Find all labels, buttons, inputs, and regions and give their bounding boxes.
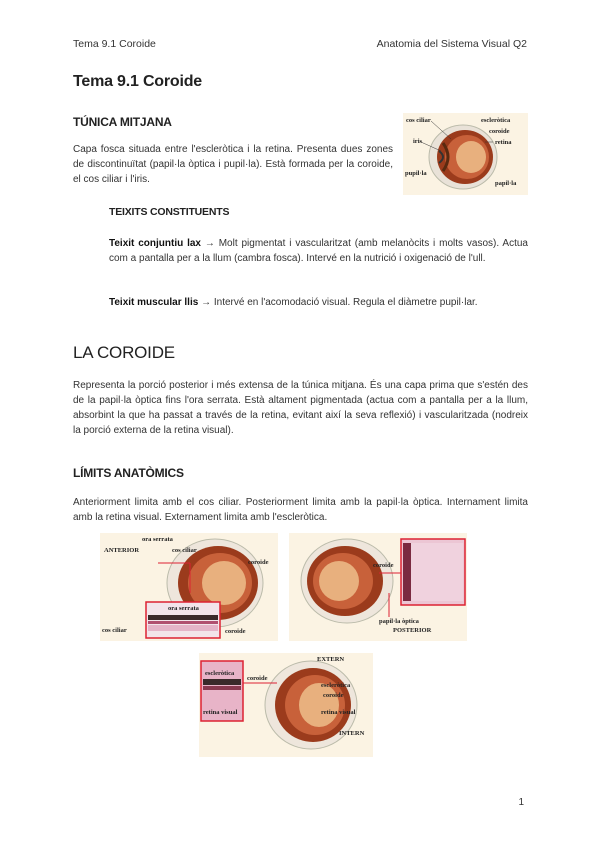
fig3-retina-visual-2: retina visual — [203, 709, 238, 716]
teixit-muscular — [109, 295, 528, 310]
limits-text: Anteriorment limita amb el cos ciliar. Posteriorment limita amb la papil·la òptica. Internament limita amb la retina visual. Externament limita amb l'escleròtica. — [73, 497, 528, 523]
figure-anterior — [100, 533, 278, 641]
teixit-muscular-text: → Intervé en l'acomodació visual. Regula el diàmetre pupil·lar. — [198, 297, 478, 308]
label-pupilla: pupil·la — [405, 170, 427, 177]
fig1-ora-serrata-2: ora serrata — [168, 605, 199, 612]
fig1-coroide: coroide — [248, 559, 269, 566]
fig3-retina-visual: retina visual — [321, 709, 356, 716]
fig2-papilla-optica: papil·la òptica — [379, 618, 419, 625]
fig1-cos-ciliar: cos ciliar — [172, 547, 197, 554]
tunica-heading: TÚNICA MITJANA — [73, 115, 172, 129]
label-cos-ciliar: cos ciliar — [406, 117, 431, 124]
label-papilla: papil·la — [495, 180, 517, 187]
figure-extern-intern — [199, 653, 373, 757]
header-left: Tema 9.1 Coroide — [73, 38, 156, 50]
fig2-coroide: coroide — [373, 562, 394, 569]
figure-posterior — [289, 533, 467, 641]
header-right: Anatomia del Sistema Visual Q2 — [376, 38, 527, 50]
fig3-coroide: coroide — [323, 692, 344, 699]
teixit-conjuntiu — [109, 236, 528, 266]
label-iris: iris — [413, 138, 423, 145]
fig1-cos-ciliar-2: cos ciliar — [102, 627, 127, 634]
teixits-heading: TEIXITS CONSTITUENTS — [109, 206, 230, 218]
teixit-conjuntiu-text: → Molt pigmentat i vascularitzat (amb melanòcits i molts vasos). Actua com a pantalla per a la llum (cambra fosca). Intervé en la nutrició i oxigenació de l'ull. — [109, 238, 528, 264]
fig3-extern: EXTERN — [317, 656, 345, 663]
page-title: Tema 9.1 Coroide — [73, 73, 202, 90]
fig3-intern: INTERN — [339, 730, 365, 737]
coroide-text: Representa la porció posterior i més extensa de la túnica mitjana. És una capa prima que s'estén des de la papil·la òptica fins l'ora serrata. Està altament pigmentada (actua com a pantalla per a la llum, absorbint la que ha passat a través de la retina, evitant així la seva reflexió) i vascularitzada (nodreix la porció externa de la retina visual). — [73, 380, 528, 436]
fig1-ora-serrata: ora serrata — [142, 536, 173, 543]
limits-heading: LÍMITS ANATÒMICS — [73, 466, 184, 480]
eye-figure-tunica — [403, 113, 528, 195]
label-coroide: coroide — [489, 128, 510, 135]
teixit-conjuntiu-term: Teixit conjuntiu lax — [109, 238, 201, 249]
fig2-posterior: POSTERIOR — [393, 627, 432, 634]
fig1-anterior: ANTERIOR — [104, 547, 140, 554]
fig3-esclerotica: escleròtica — [321, 682, 351, 689]
fig3-esclerotica-1: escleròtica — [205, 670, 235, 677]
fig1-coroide-2: coroide — [225, 628, 246, 635]
label-esclerotica: escleròtica — [481, 117, 511, 124]
page-number: 1 — [518, 797, 524, 808]
tunica-text: Capa fosca situada entre l'escleròtica i la retina. Presenta dues zones de discontinuïtat (papil·la òptica i pupil·la). Està formada per la coroide, el cos ciliar i l'iris. — [73, 144, 393, 185]
fig3-coroide-1: coroide — [247, 675, 268, 682]
teixit-muscular-term: Teixit muscular llis — [109, 297, 199, 308]
coroide-heading: LA COROIDE — [73, 343, 175, 362]
label-retina: retina — [495, 139, 512, 146]
